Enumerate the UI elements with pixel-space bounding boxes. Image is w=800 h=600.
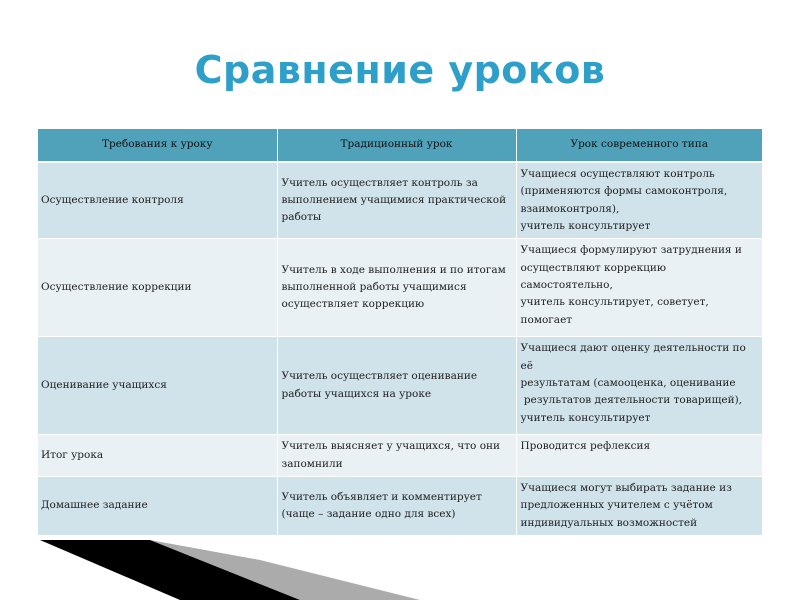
traditional-cell-line: осуществляет коррекцию (281, 298, 425, 311)
traditional-cell (277, 239, 516, 337)
modern-cell-line: помогает (520, 313, 573, 326)
modern-cell-line: Учащиеся формулируют затруднения и (520, 244, 742, 257)
table-row (38, 435, 762, 477)
modern-cell-line: Учащиеся могут выбирать задание из (520, 481, 732, 494)
traditional-cell (277, 435, 516, 477)
slide-title: Сравнение уроков (194, 48, 606, 92)
traditional-cell-line: выполнением учащимися практической (281, 193, 507, 206)
table-body (38, 162, 762, 535)
bottom-shadow-fade (150, 540, 420, 600)
modern-cell-line: индивидуальных возможностей (520, 516, 698, 529)
header-traditional: Традиционный урок (277, 129, 516, 162)
modern-cell-line: осуществляют коррекцию (520, 261, 667, 274)
modern-cell-line: учитель консультирует, советует, (520, 296, 709, 309)
table-row (38, 476, 762, 535)
table-header-row (38, 129, 762, 162)
modern-cell (516, 476, 762, 535)
requirement-cell: Оценивание учащихся (38, 337, 277, 435)
modern-cell-line: результатов деятельности товарищей), (520, 394, 742, 407)
traditional-cell (277, 476, 516, 535)
requirement-cell: Осуществление коррекции (38, 239, 277, 337)
modern-cell-line: (применяются формы самоконтроля, (520, 185, 728, 198)
requirement-cell: Осуществление контроля (38, 162, 277, 239)
traditional-cell-line: Учитель в ходе выполнения и по итогам (281, 263, 506, 276)
traditional-cell-line: (чаще – задание одно для всех) (281, 507, 456, 520)
requirement-cell: Итог урока (38, 435, 277, 477)
header-requirements: Требования к уроку (38, 129, 277, 162)
modern-cell-line: её (520, 359, 533, 372)
modern-cell-line: Учащиеся осуществляют контроль (520, 168, 715, 180)
traditional-cell-line: Учитель осуществляет контроль за (281, 176, 478, 189)
modern-cell-line: Проводится рефлексия (520, 440, 651, 453)
traditional-cell-line: запомнили (281, 457, 343, 470)
modern-cell-line: учитель консультирует (520, 411, 651, 424)
header-modern: Урок современного типа (516, 129, 762, 162)
modern-cell (516, 337, 762, 435)
traditional-cell-line: работы учащихся на уроке (281, 387, 432, 400)
table-row (38, 337, 762, 435)
modern-cell (516, 435, 762, 477)
modern-cell (516, 162, 762, 239)
table-row (38, 162, 762, 239)
modern-cell-line: взаимоконтроля), (520, 202, 620, 215)
traditional-cell-line: работы (281, 211, 322, 224)
modern-cell-line: Учащиеся дают оценку деятельности по (520, 342, 746, 355)
traditional-cell (277, 337, 516, 435)
table-row (38, 239, 762, 337)
traditional-cell-line: выполненной работы учащимися (281, 281, 467, 294)
modern-cell-line: самостоятельно, (520, 278, 613, 291)
traditional-cell-line: Учитель объявляет и комментирует (281, 490, 482, 503)
traditional-cell-line: Учитель выясняет у учащихся, что они (281, 440, 501, 453)
modern-cell-line: результатам (самооценка, оценивание (520, 376, 736, 389)
traditional-cell (277, 162, 516, 239)
modern-cell-line: предложенных учителем с учётом (520, 499, 713, 512)
comparison-table (38, 129, 762, 536)
traditional-cell-line: Учитель осуществляет оценивание (281, 370, 478, 383)
modern-cell (516, 239, 762, 337)
bottom-shadow-shape (40, 540, 300, 600)
requirement-cell: Домашнее задание (38, 476, 277, 535)
modern-cell-line: учитель консультирует (520, 219, 651, 232)
